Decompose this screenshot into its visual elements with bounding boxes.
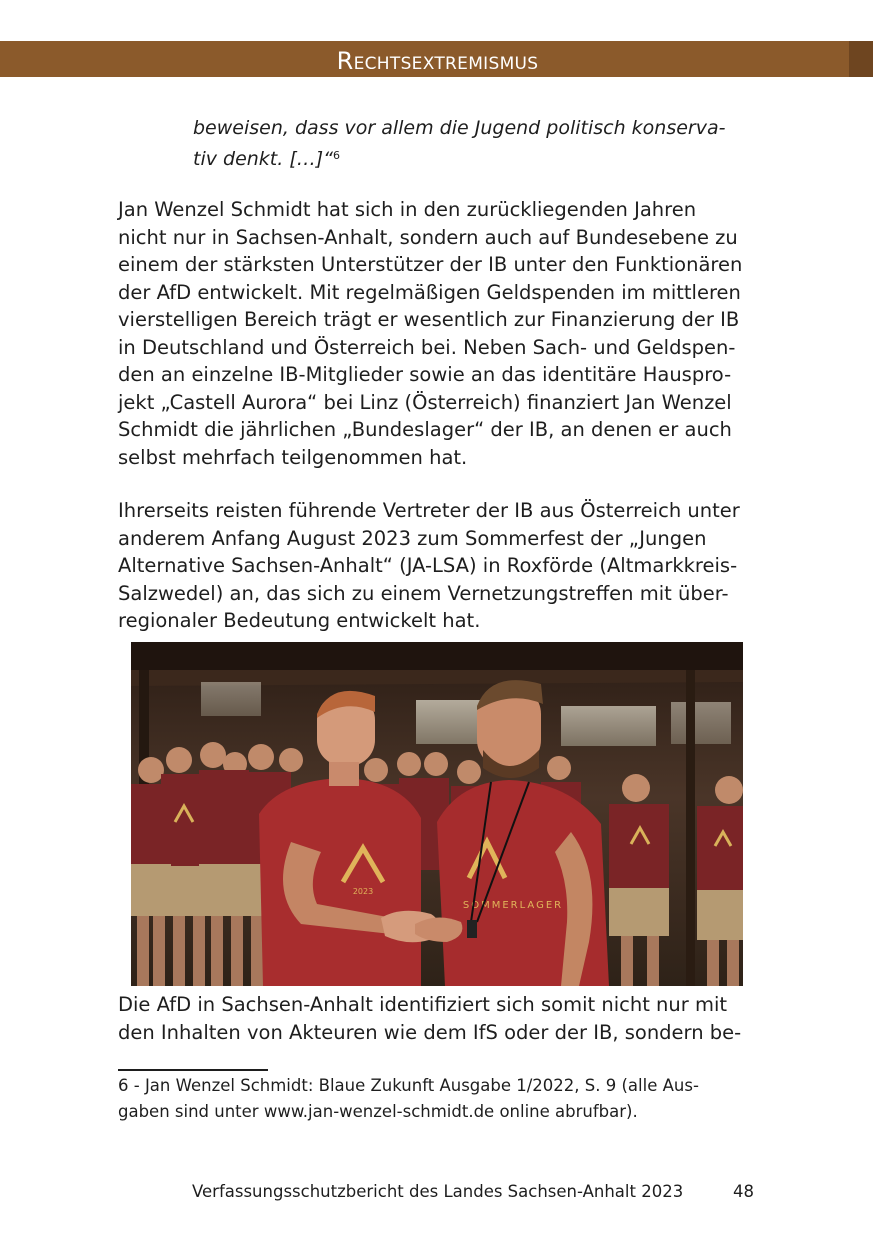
text-line: Die AfD in Sachsen-Anhalt identifiziert sich somit nicht nur mit xyxy=(118,993,728,1016)
page-number: 48 xyxy=(733,1182,754,1201)
text-line: nicht nur in Sachsen-Anhalt, sondern auch auf Bundesebene zu xyxy=(118,225,738,249)
footnote xyxy=(118,1073,768,1125)
quote-line: tiv denkt. […]“ xyxy=(193,148,334,170)
text-line: einem der stärksten Unterstützer der IB unter den Funktionären xyxy=(118,253,743,276)
footer-source: Verfassungsschutzbericht des Landes Sachsen-Anhalt 2023 xyxy=(192,1182,684,1201)
event-photo xyxy=(131,642,743,986)
text-line: den an einzelne IB-Mitglieder sowie an das identitäre Hauspro- xyxy=(118,363,732,386)
text-line: Salzwedel) an, das sich zu einem Vernetzungstreffen mit über- xyxy=(118,581,729,605)
text-line: Alternative Sachsen-Anhalt“ (JA-LSA) in Roxförde (Altmarkkreis- xyxy=(118,554,738,577)
text-line: jekt „Castell Aurora“ bei Linz (Österreich) finanziert Jan Wenzel xyxy=(118,390,732,414)
footnote-reference[interactable]: 6 xyxy=(333,149,341,162)
quote-line: beweisen, dass vor allem die Jugend politisch konserva- xyxy=(193,117,726,139)
footnote-line: gaben sind unter www.jan-wenzel-schmidt.de online abrufbar). xyxy=(118,1102,638,1121)
quote-line-last xyxy=(193,142,753,173)
text-line: in Deutschland und Österreich bei. Neben Sach- und Geldspen- xyxy=(118,335,736,359)
photo-illustration xyxy=(131,642,743,986)
body-paragraph-2 xyxy=(118,497,768,635)
footnote-line: 6 - Jan Wenzel Schmidt: Blaue Zukunft Ausgabe 1/2022, S. 9 (alle Aus- xyxy=(118,1076,699,1095)
body-paragraph-1 xyxy=(118,196,768,471)
text-line: Schmidt die jährlichen „Bundeslager“ der IB, an denen er auch xyxy=(118,418,732,441)
chapter-title: Rechtsextremismus xyxy=(336,47,539,75)
text-line: selbst mehrfach teilgenommen hat. xyxy=(118,445,468,469)
text-line: vierstelligen Bereich trägt er wesentlich zur Finanzierung der IB xyxy=(118,308,740,331)
block-quote xyxy=(193,114,753,173)
text-line: den Inhalten von Akteuren wie dem IfS oder der IB, sondern be- xyxy=(118,1020,742,1044)
body-paragraph-3 xyxy=(118,991,768,1046)
text-line: Jan Wenzel Schmidt hat sich in den zurückliegenden Jahren xyxy=(118,198,697,221)
text-line: anderem Anfang August 2023 zum Sommerfest der „Jungen xyxy=(118,526,707,550)
text-line: der AfD entwickelt. Mit regelmäßigen Geldspenden im mittleren xyxy=(118,280,741,304)
text-line: Ihrerseits reisten führende Vertreter der IB aus Österreich unter xyxy=(118,499,740,522)
text-line: regionaler Bedeutung entwickelt hat. xyxy=(118,609,481,632)
shirt-text-left: 2023 xyxy=(352,887,374,896)
footnote-divider xyxy=(118,1069,268,1071)
shirt-text-right: SOMMERLAGER xyxy=(462,900,564,911)
